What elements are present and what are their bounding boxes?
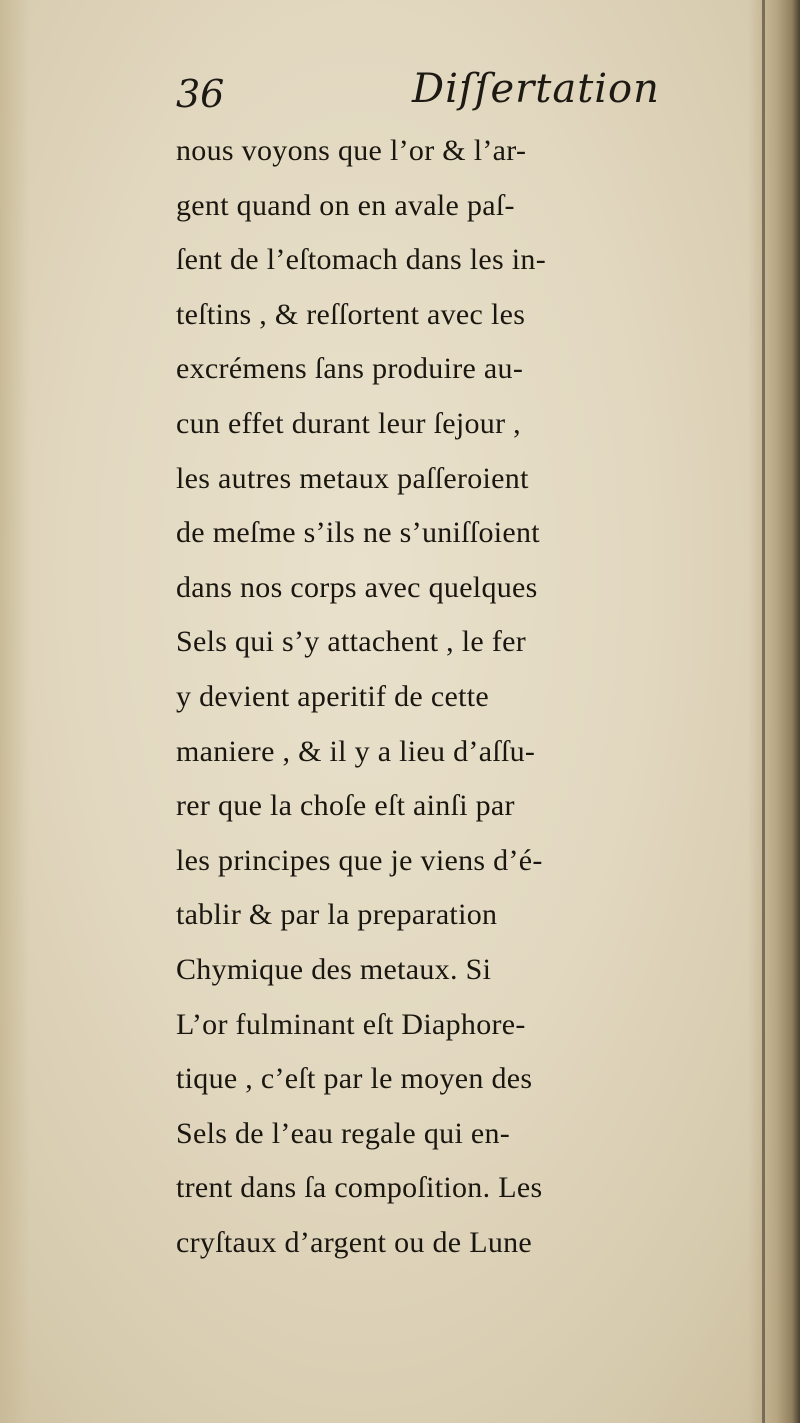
page-left-edge	[0, 0, 30, 1423]
text-line: les autres metaux paſſeroient	[176, 461, 529, 495]
text-line: Sels de l’eau regale qui en-	[176, 1116, 511, 1150]
text-line: trent dans ſa compoſition. Les	[176, 1171, 543, 1205]
page-header	[176, 66, 736, 122]
text-line: de meſme s’ils ne s’uniſſoient	[176, 516, 540, 550]
text-line: gent quand on en avale paſ-	[176, 188, 515, 222]
text-line: y devient aperitif de cette	[176, 679, 489, 713]
text-line: rer que la choſe eſt ainſi par	[176, 789, 515, 823]
text-line: L’or fulminant eſt Diaphore-	[176, 1007, 526, 1041]
text-line: tique , c’eſt par le moyen des	[176, 1062, 533, 1096]
running-head: Diſſertation	[412, 66, 660, 112]
page-number: 36	[176, 72, 225, 116]
text-line: ſent de l’eſtomach dans les in-	[176, 243, 547, 277]
text-line: nous voyons que l’or & l’ar-	[176, 134, 527, 167]
text-line: teſtins , & reſſortent avec les	[176, 297, 526, 331]
text-line: excrémens ſans produire au-	[176, 352, 524, 386]
body-text	[176, 124, 776, 1270]
text-line: les principes que je viens d’é-	[176, 843, 543, 877]
text-line: Chymique des metaux. Si	[176, 952, 492, 986]
text-line: cryſtaux d’argent ou de Lune	[176, 1225, 533, 1259]
text-line: Sels qui s’y attachent , le fer	[176, 625, 527, 659]
text-line: tablir & par la preparation	[176, 898, 498, 932]
text-line: maniere , & il y a lieu d’aſſu-	[176, 734, 536, 768]
text-line: cun effet durant leur ſejour ,	[176, 406, 521, 440]
text-line: dans nos corps avec quelques	[176, 570, 538, 604]
